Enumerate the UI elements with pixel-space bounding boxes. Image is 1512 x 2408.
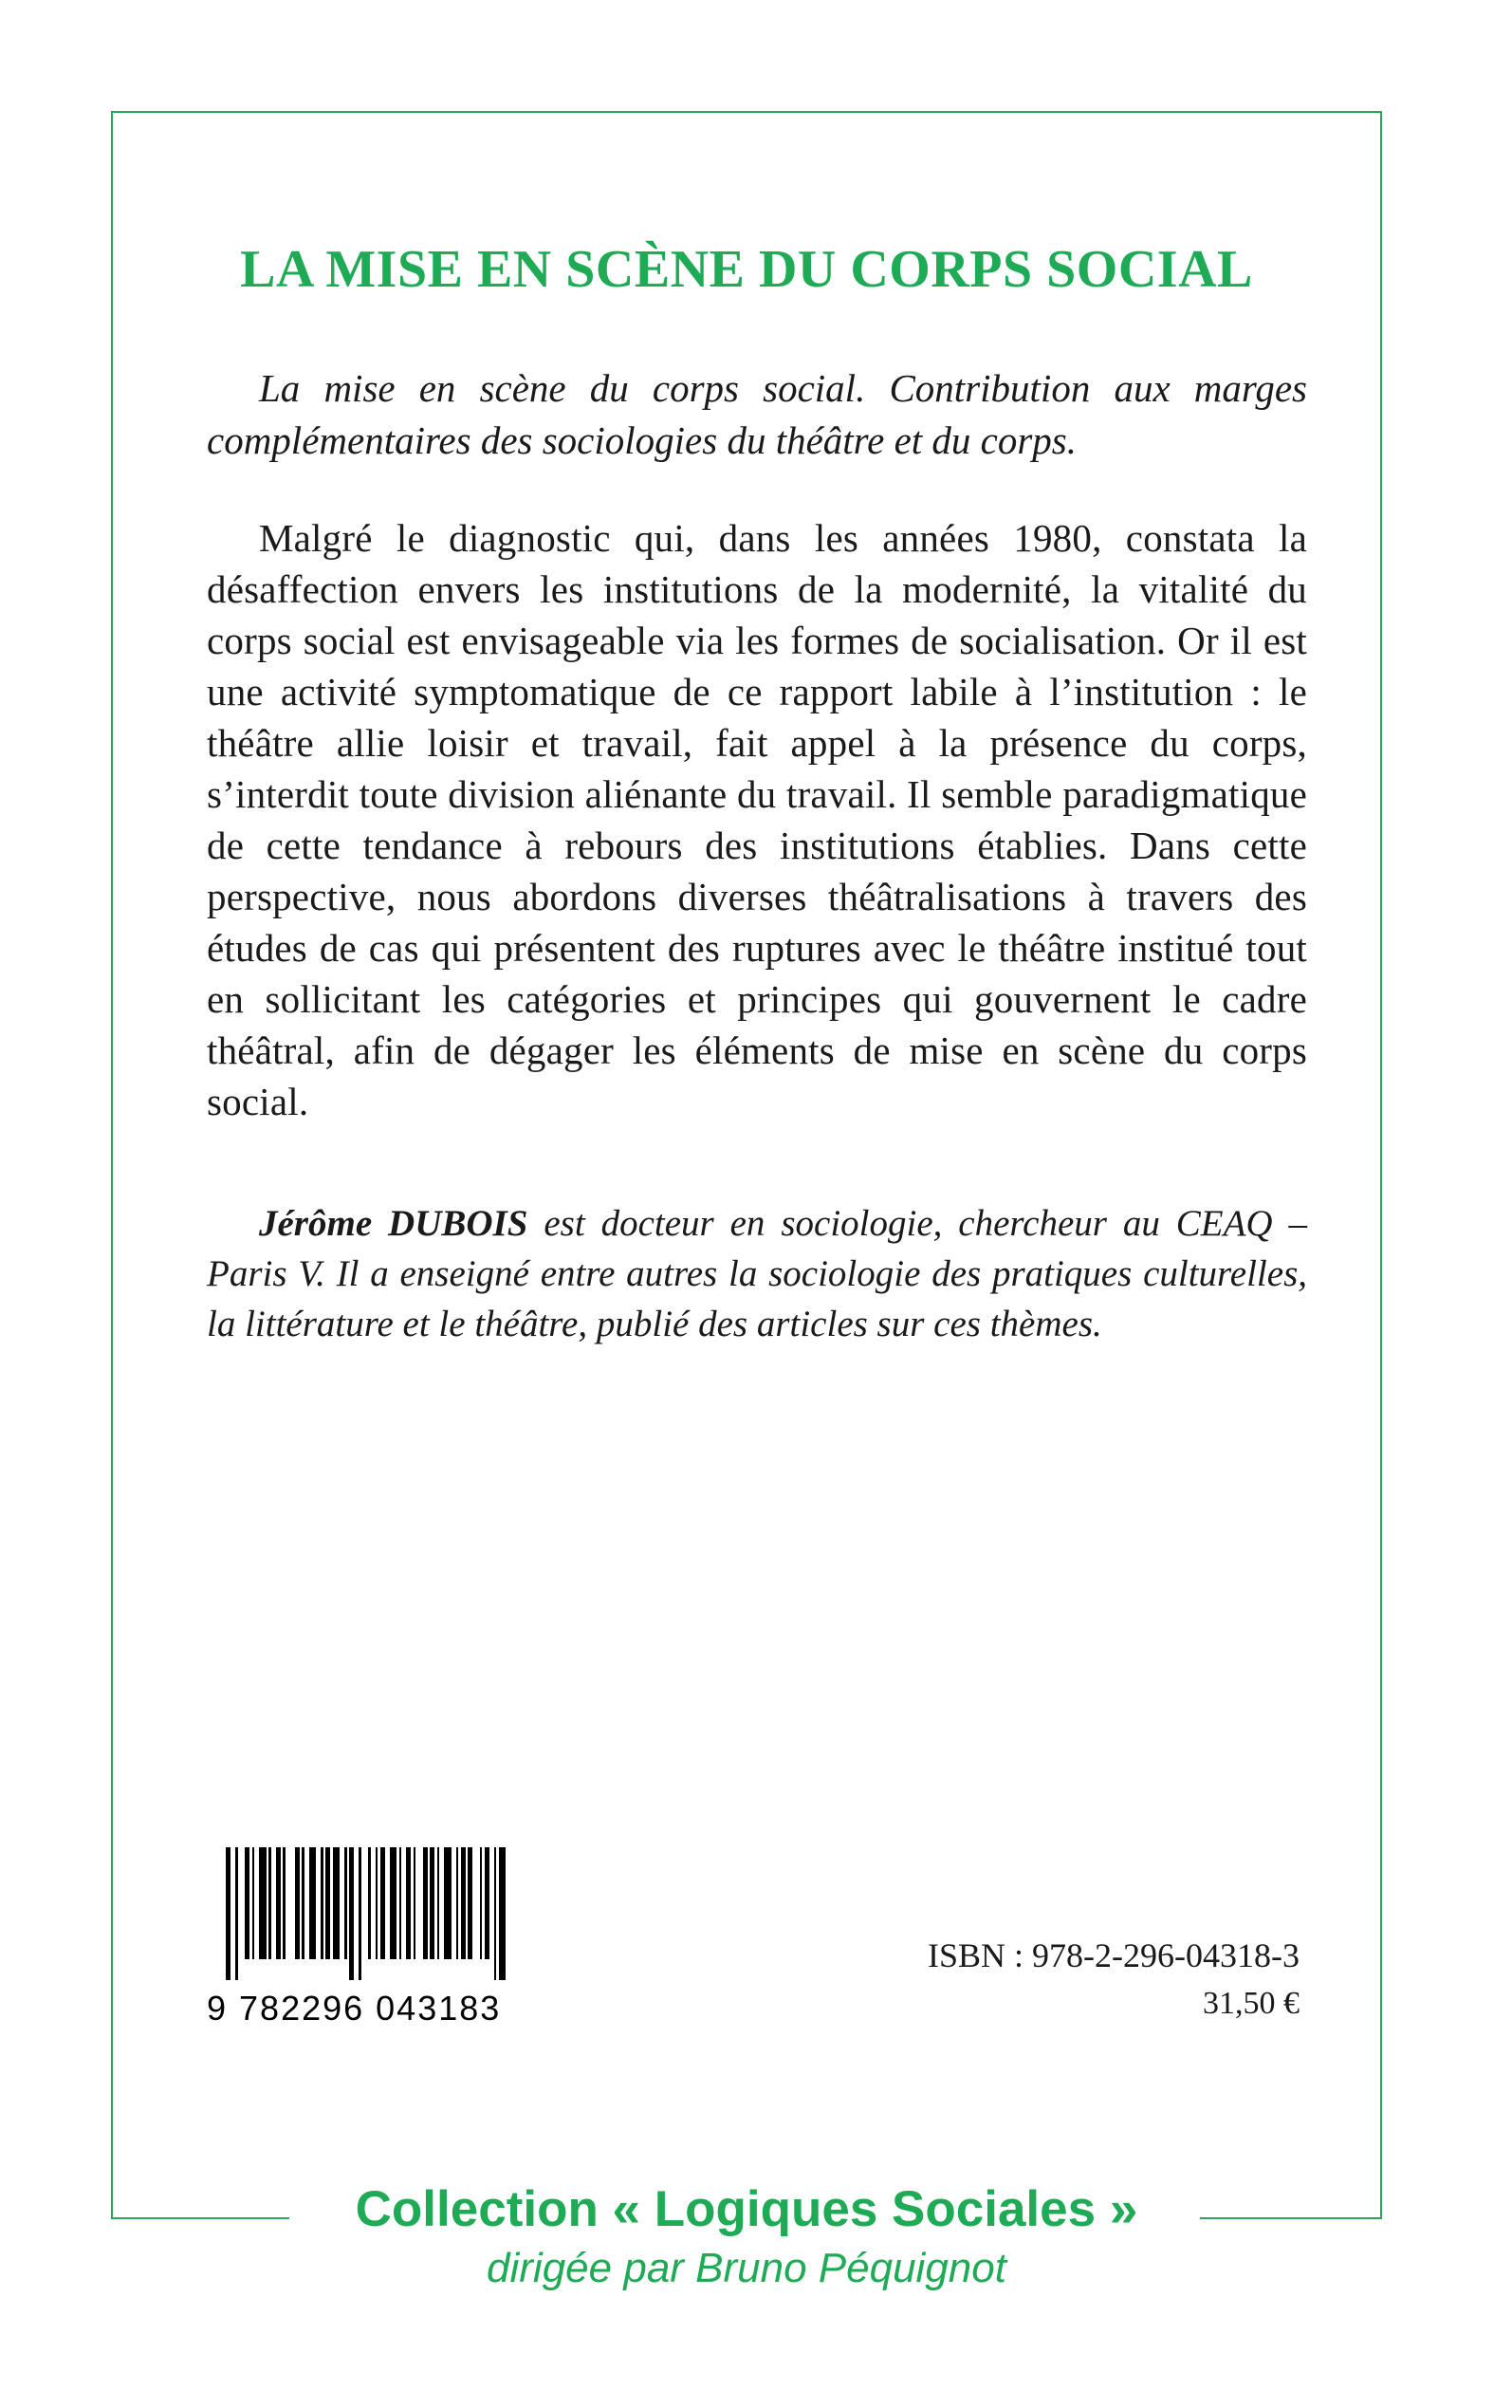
collection-director: dirigée par Bruno Péquignot [487, 2245, 1006, 2291]
barcode-bar [444, 1847, 452, 1959]
collection-name: Collection « Logiques Sociales » [355, 2181, 1138, 2237]
author-name: Jérôme DUBOIS [259, 1203, 528, 1244]
barcode-bar [309, 1847, 317, 1959]
author-bio [207, 1198, 1307, 1349]
barcode-space [472, 1847, 480, 1959]
barcode-bar [259, 1847, 267, 1959]
barcode-space [415, 1847, 423, 1959]
price: 31,50 € [1203, 1986, 1300, 2021]
barcode [226, 1847, 564, 1980]
book-title: LA MISE EN SCÈNE DU CORPS SOCIAL [240, 240, 1253, 299]
barcode-bar [499, 1847, 507, 1980]
isbn: ISBN : 978-2-296-04318-3 [928, 1936, 1300, 1974]
barcode-bar [333, 1847, 341, 1959]
author-bio-text: est docteur en sociologie, chercheur au CEAQ – Paris V. Il a enseigné entre autres la sociologie des pratiques culturelles, la littérature et le théâtre, publié des articles sur ces thèmes. [207, 1203, 1307, 1344]
barcode-space [286, 1847, 295, 1959]
barcode-space [238, 1847, 246, 1959]
book-subtitle: La mise en scène du corps social. Contribution aux marges complémentaires des sociologies du théâtre et du corps. [207, 366, 1307, 462]
barcode-space [361, 1847, 369, 1959]
barcode-digits: 9 782296 043183 [207, 1989, 502, 2028]
barcode-space [506, 1847, 508, 1959]
barcode-bar [390, 1847, 397, 1959]
summary-paragraph: Malgré le diagnostic qui, dans les années 1980, constata la désaffection envers les institutions de la modernité, la vitalité du corps social est envisageable via les formes de socialisation. Or il est une activité symptomatique de ce rapport labile à l’institution : le théâtre allie loisir et travail, fait appel à la présence du corps, s’interdit toute division aliénante du travail. Il semble paradigmatique de cette tendance à rebours des institutions établies. Dans cette perspective, nous abordons diverses théâtralisations à travers des études de cas qui présentent des ruptures avec le théâtre institué tout en sollicitant les catégories et principes qui gouvernent le cadre théâtral, afin de dégager les éléments de mise en scène du corps social. [207, 516, 1307, 1123]
